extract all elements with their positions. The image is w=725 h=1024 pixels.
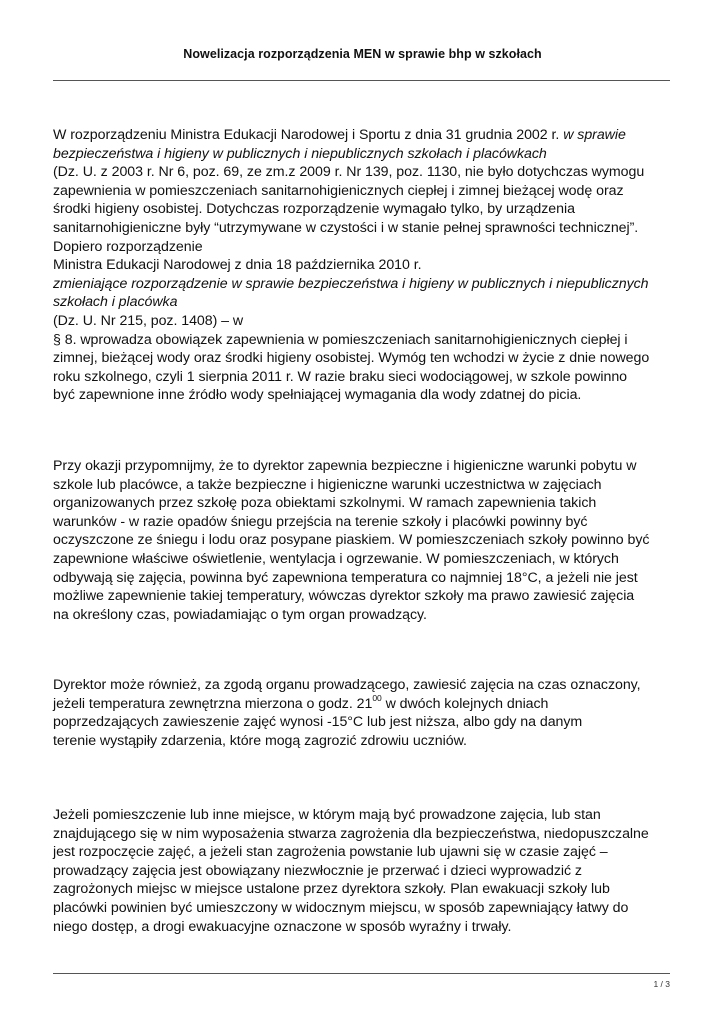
text-line: Dopiero rozporządzenie <box>53 238 203 255</box>
hour-superscript: 00 <box>372 692 382 703</box>
text-line: (Dz. U. Nr 215, poz. 1408) – w <box>53 312 244 329</box>
page-number: 1 / 3 <box>653 979 670 989</box>
text-line: odbywają się zajęcia, powinna być zapewniona temperatura co najmniej 18°C, a jeżeli nie jest <box>53 569 638 586</box>
footer-divider <box>53 973 670 974</box>
text-line: sanitarnohigieniczne były “utrzymywane w czystości i w stanie pełnej sprawności technicznej”. <box>53 219 639 236</box>
text-line: możliwe zapewnienie takiej temperatury, wówczas dyrektor szkoły ma prawo zawiesić zajęcia <box>53 588 635 605</box>
text-line: na określony czas, powiadamiając o tym organ prowadzący. <box>53 606 427 623</box>
text-line: zapewnienia w pomieszczeniach sanitarnohigienicznych ciepłej i zimnej bieżącej wodę oraz <box>53 182 624 199</box>
text-line <box>53 126 683 145</box>
text-line: Przy okazji przypomnijmy, że to dyrektor zapewnia bezpieczne i higieniczne warunki pobytu w <box>53 458 637 474</box>
text-line: terenie wystąpiły zdarzenia, które mogą zagrozić zdrowiu uczniów. <box>53 732 467 749</box>
text-line: Ministra Edukacji Narodowej z dnia 18 października 2010 r. <box>53 257 422 274</box>
text-line: prowadzący zajęcia jest obowiązany niezwłocznie je przerwać i dzieci wyprowadzić z <box>53 862 582 879</box>
text-line: warunków - w razie opadów śniegu przejścia na terenie szkoły i placówki powinny być <box>53 513 588 530</box>
text-line: niego dostęp, a drogi ewakuacyjne oznaczone w sposób wyraźny i trwały. <box>53 918 512 935</box>
regulation-title-line: szkołach i placówka <box>53 294 178 311</box>
regulation-title-line: bezpieczeństwa i higieny w publicznych i niepublicznych szkołach i placówkach <box>53 145 547 162</box>
paragraph-evacuation <box>53 806 683 936</box>
text-span: W rozporządzeniu Ministra Edukacji Narodowej i Sportu z dnia 31 grudnia 2002 r. <box>53 127 564 143</box>
text-line <box>53 692 683 714</box>
text-line: Dyrektor może również, za zgodą organu prowadzącego, zawiesić zajęcia na czas oznaczony, <box>53 677 641 693</box>
paragraph-suspension-temperature <box>53 676 683 750</box>
page-header-title: Nowelizacja rozporządzenia MEN w sprawie bhp w szkołach <box>183 47 542 61</box>
text-line: znajdującego się w nim wyposażenia stwarza zagrożenia dla bezpieczeństwa, niedopuszczalne <box>53 825 649 842</box>
paragraph-director-duties <box>53 457 683 624</box>
text-span: jeżeli temperatura zewnętrzna mierzona o godz. 21 <box>53 695 373 712</box>
text-line: szkole lub placówce, a także bezpieczne i higieniczne warunki uczestnictwa w zajęciach <box>53 476 602 493</box>
text-line: (Dz. U. z 2003 r. Nr 6, poz. 69, ze zm.z 2009 r. Nr 139, poz. 1130, nie było dotychczas wymogu <box>53 164 645 181</box>
italic-span: w sprawie <box>563 127 626 143</box>
text-line: placówki powinien być umieszczony w widocznym miejscu, w sposób zapewniający łatwy do <box>53 899 629 916</box>
text-line: oczyszczone ze śniegu i lodu oraz posypane piaskiem. W pomieszczeniach szkoły powinno być <box>53 532 650 549</box>
text-line: środki higieny osobistej. Dotychczas rozporządzenie wymagało tylko, by urządzenia <box>53 201 575 218</box>
text-line: organizowanych przez szkołę poza obiektami szkolnymi. W ramach zapewnienia takich <box>53 495 597 512</box>
header-divider <box>53 80 670 81</box>
text-span: w dwóch kolejnych dniach <box>381 695 549 712</box>
text-line: zimnej, bieżącej wody oraz środki higieny osobistej. Wymóg ten wchodzi w życie z dnie nowego <box>53 350 650 367</box>
text-line: roku szkolnego, czyli 1 sierpnia 2011 r. W razie braku sieci wodociągowej, w szkole powinno <box>53 368 627 385</box>
text-line: zagrożonych miejsc w miejsce ustalone przez dyrektora szkoły. Plan ewakuacji szkoły lub <box>53 881 610 898</box>
paragraph-regulation-intro <box>53 126 683 405</box>
text-line: być zapewnione inne źródło wody spełniającej wymagania dla wody zdatnej do picia. <box>53 387 582 404</box>
text-line: jest rozpoczęcie zajęć, a jeżeli stan zagrożenia powstanie lub ujawni się w czasie zajęć – <box>53 844 608 861</box>
text-line: Jeżeli pomieszczenie lub inne miejsce, w którym mają być prowadzone zajęcia, lub stan <box>53 807 601 823</box>
text-line: § 8. wprowadza obowiązek zapewnienia w pomieszczeniach sanitarnohigienicznych ciepłej i <box>53 331 628 348</box>
text-line: poprzedzających zawieszenie zajęć wynosi -15°C lub jest niższa, albo gdy na danym <box>53 714 583 731</box>
text-line: zapewnione właściwe oświetlenie, wentylacja i ogrzewanie. W pomieszczeniach, w których <box>53 550 619 567</box>
regulation-title-line: zmieniające rozporządzenie w sprawie bezpieczeństwa i higieny w publicznych i niepublicznych <box>53 275 649 292</box>
